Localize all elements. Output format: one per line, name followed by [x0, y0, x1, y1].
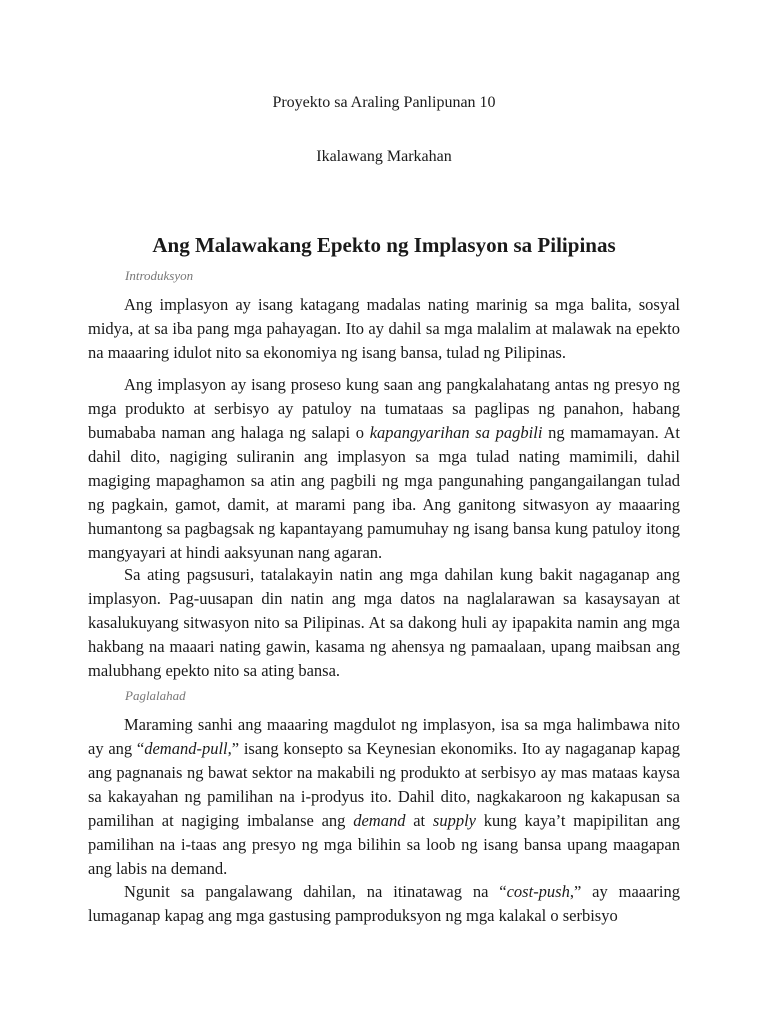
paragraph-3: Sa ating pagsusuri, tatalakayin natin ang mga dahilan kung bakit nagaganap ang implasyon. Pag-uusapan din natin ang mga datos na naglalarawan sa kasaysayan at kasalukuyang sitwasyon nito sa Pilipinas. At sa dakong huli ay ipapakita namin ang mga hakbang na maaari nating gawin, kasama ng ahensya ng pamaalaan, upang maibsan ang malubhang epekto nito sa ating bansa.	[88, 565, 680, 680]
paragraph-4-emphasis-demand: demand	[353, 811, 406, 830]
paragraph-5	[88, 880, 680, 928]
paragraph-4-emphasis-supply: supply	[432, 811, 476, 830]
paragraph-5-text-a: Ngunit sa pangalawang dahilan, na itinatawag na “	[124, 882, 507, 901]
paragraph-2	[88, 373, 680, 565]
paragraph-4-emphasis-demand-pull: demand-pull	[144, 739, 228, 758]
section-heading-introduction: Introduksyon	[125, 268, 194, 283]
paragraph-2-emphasis: kapangyarihan sa pagbili	[369, 423, 543, 442]
paragraph-1: Ang implasyon ay isang katagang madalas nating marinig sa mga balita, sosyal midya, at sa iba pang mga pahayagan. Ito ay dahil sa mga malalim at malawak na epekto na maaaring idulot nito sa ekonomiya ng isang bansa, tulad ng Pilipinas.	[88, 295, 680, 362]
paragraph-2-text-a: Ang implasyon ay isang proseso kung saan ang pangkalahatang antas ng presyo ng mga produkto at serbisyo ay patuloy na tumataas sa paglipas ng panahon, habang bumababa naman ang halaga ng salapi o	[88, 375, 680, 442]
paragraph-4	[88, 713, 680, 881]
section-heading-discussion: Paglalahad	[125, 688, 186, 703]
quarter-line: Ikalawang Markahan	[316, 148, 452, 165]
paragraph-5-emphasis-cost-push: cost-push	[506, 882, 570, 901]
document-title: Ang Malawakang Epekto ng Implasyon sa Pilipinas	[152, 233, 616, 257]
course-line: Proyekto sa Araling Panlipunan 10	[272, 94, 496, 111]
paragraph-4-text-a: Maraming sanhi ang maaaring magdulot ng implasyon, isa sa mga halimbawa nito ay ang “	[88, 715, 680, 758]
paragraph-5-text-b: ,” ay maaaring lumaganap kapag ang mga gastusing pamproduksyon ng mga kalakal o serbisyo	[88, 882, 681, 925]
paragraph-4-text-b: ,” isang konsepto sa Keynesian ekonomiks. Ito ay nagaganap kapag ang pagnanais ng bawat sektor na makabili ng produkto at serbisyo ay mas mataas kaysa sa kakayahan ng pamilihan na i-prodyus ito. Dahil dito, nagkakaroon ng kakapusan sa pamilihan at nagiging imbalanse ang	[88, 739, 680, 830]
paragraph-2-text-b: ng mamamayan. At dahil dito, nagiging suliranin ang implasyon sa mga tulad nating mamimili, dahil magiging mapaghamon sa atin ang pagbili ng mga pangunahing pangangailangan tulad ng pagkain, gamot, damit, at marami pang iba. Ang ganitong sitwasyon ay maaaring humantong sa pagbagsak ng kapantayang pamumuhay ng isang bansa kung patuloy itong mangyayari at hindi aaksyunan nang agaran.	[88, 423, 680, 562]
paragraph-4-text-c: at	[405, 811, 433, 830]
paragraph-4-text-d: kung kaya’t mapipilitan ang pamilihan na i-taas ang presyo ng mga bilihin sa loob ng isang bansa upang maagapan ang labis na demand.	[88, 811, 680, 878]
